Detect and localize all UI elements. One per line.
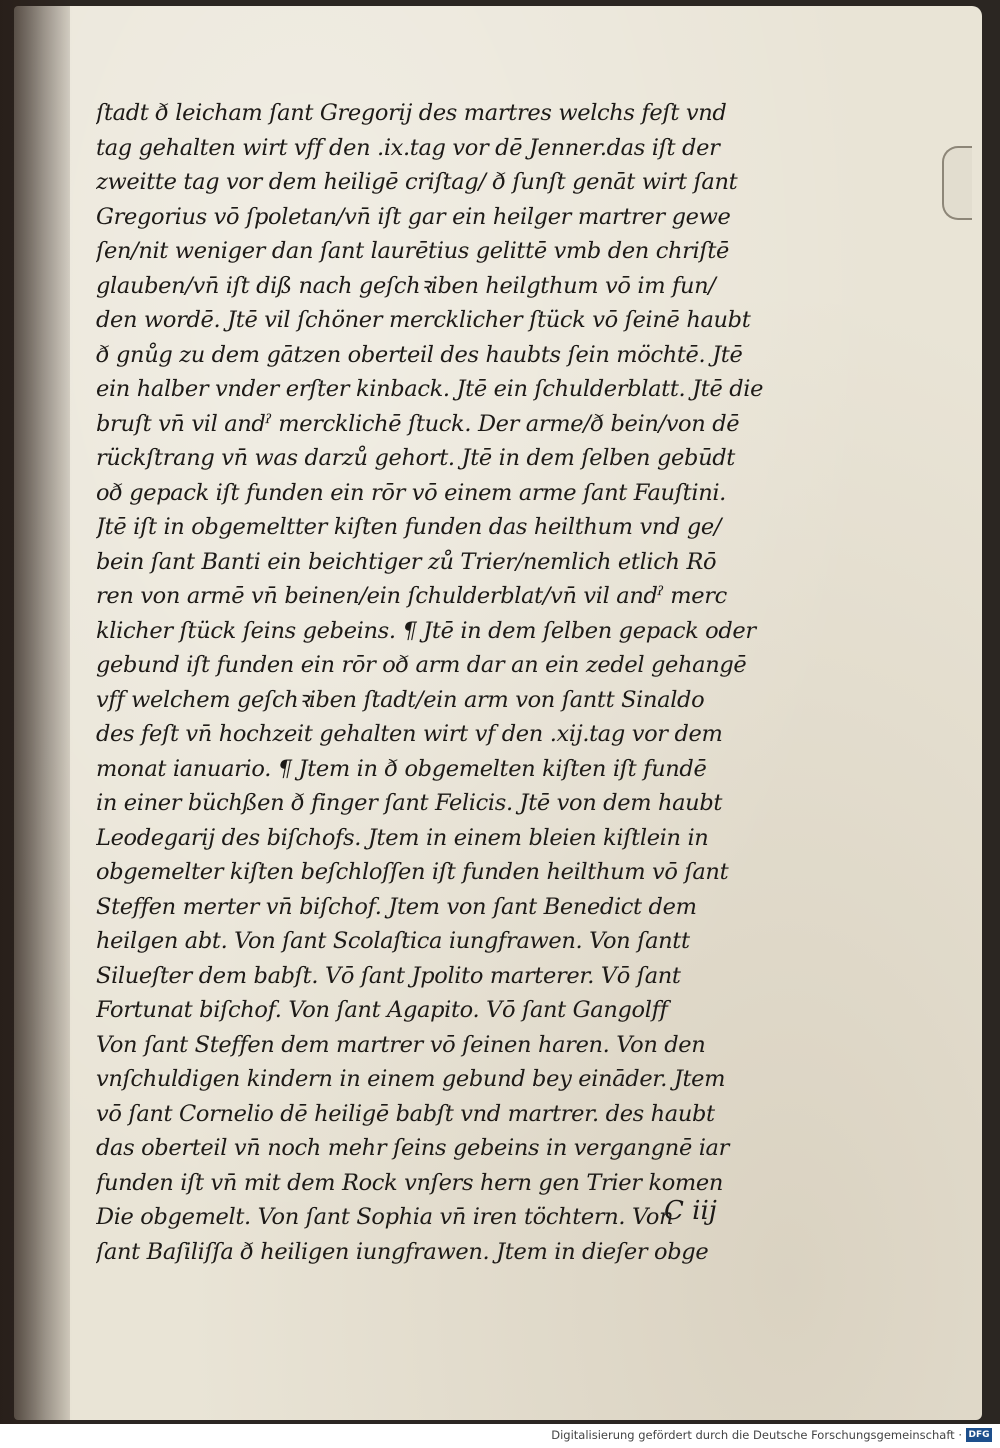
- text-line: ð gnůg zu dem gātzen oberteil des haubts ſein möchtē. Jtē: [96, 341, 743, 368]
- text-line: heilgen abt. Von ſant Scolaſtica iungfrawen. Von ſantt: [96, 928, 690, 954]
- text-line: obgemelter kiſten beſchloſſen iſt funden heilthum vō ſant: [96, 859, 729, 885]
- text-line: Die obgemelt. Von ſant Sophia vn̄ iren töchtern. Von: [96, 1204, 674, 1230]
- text-line: Gregorius vō ſpoletan/vn̄ iſt gar ein heilger martrer gewe: [96, 203, 731, 230]
- text-line: vnſchuldigen kindern in einem gebund bey eināder. Jtem: [96, 1066, 726, 1092]
- text-line: den wordē. Jtē vil ſchöner mercklicher ſtück vō ſeinē haubt: [96, 307, 751, 333]
- text-line: monat ianuario. ¶ Jtem in ð obgemelten kiſten iſt fundē: [96, 755, 707, 782]
- text-line: ſtadt ð leicham ſant Gregorij des martres welchs feſt vnd: [96, 100, 727, 126]
- text-line: Von ſant Steffen dem martrer vō ſeinen haren. Von den: [96, 1031, 706, 1058]
- text-line: ſen/nit weniger dan ſant laurētius gelittē vmb den chriſtē: [96, 238, 730, 264]
- signature-mark: C iij: [664, 1196, 717, 1226]
- text-line: zweitte tag vor dem heiligē criſtag/ ð ſunſt genāt wirt ſant: [96, 169, 738, 195]
- text-line: Leodegarij des biſchofs. Jtem in einem bleien kiſtlein in: [96, 824, 709, 851]
- text-line: Silueſter dem babſt. Vō ſant Jpolito marterer. Vō ſant: [96, 962, 681, 989]
- text-line: ſant Baſiliſſa ð heiligen iungfrawen. Jtem in dieſer obge: [96, 1238, 709, 1265]
- text-line: vff welchem geſchꝛiben ſtadt/ein arm von ſantt Sinaldo: [96, 686, 705, 713]
- text-line: oð gepack iſt funden ein rōr vō einem arme ſant Fauſtini.: [96, 479, 726, 506]
- text-line: tag gehalten wirt vff den .ix.tag vor dē Jenner.das iſt der: [96, 134, 720, 161]
- text-line: bruſt vn̄ vil andˀ mercklichē ſtuck. Der arme/ð bein/von dē: [96, 410, 740, 437]
- text-line: des feſt vn̄ hochzeit gehalten wirt vf den .xij.tag vor dem: [96, 721, 723, 747]
- text-line: Fortunat biſchof. Von ſant Agapito. Vō ſant Gangolff: [96, 997, 668, 1023]
- text-line: funden iſt vn̄ mit dem Rock vnſers hern gen Trier komen: [96, 1169, 724, 1196]
- text-line: rückſtrang vn̄ was darzů gehort. Jtē in dem ſelben gebūdt: [96, 445, 735, 471]
- funding-credit: Digitalisierung gefördert durch die Deutsche Forschungsgemeinschaft ·: [551, 1428, 962, 1442]
- text-line: glauben/vn̄ iſt diß nach geſchꝛiben heilgthum vō im fun/: [96, 272, 716, 299]
- text-line: das oberteil vn̄ noch mehr ſeins gebeins in vergangnē iar: [96, 1135, 730, 1161]
- text-line: Jtē iſt in obgemeltter kiſten funden das heilthum vnd ge/: [96, 514, 722, 540]
- dfg-logo: DFG: [966, 1428, 992, 1442]
- text-line: bein ſant Banti ein beichtiger zů Trier/nemlich etlich Rō: [96, 548, 717, 575]
- text-line: Steffen merter vn̄ biſchof. Jtem von ſant Benedict dem: [96, 893, 697, 920]
- page-edge-tab: [942, 146, 972, 220]
- text-line: ren von armē vn̄ beinen/ein ſchulderblat/vn̄ vil andˀ merc: [96, 583, 727, 609]
- text-line: in einer büchßen ð finger ſant Felicis. Jtē von dem haubt: [96, 790, 723, 816]
- text-line: ein halber vnder erſter kinback. Jtē ein ſchulderblatt. Jtē die: [96, 376, 764, 402]
- text-line: klicher ſtück ſeins gebeins. ¶ Jtē in dem ſelben gepack oder: [96, 617, 756, 644]
- body-text: [96, 96, 800, 1269]
- text-line: vō ſant Cornelio dē heiligē babſt vnd martrer. des haubt: [96, 1100, 715, 1127]
- text-line: gebund iſt funden ein rōr oð arm dar an ein zedel gehangē: [96, 652, 747, 678]
